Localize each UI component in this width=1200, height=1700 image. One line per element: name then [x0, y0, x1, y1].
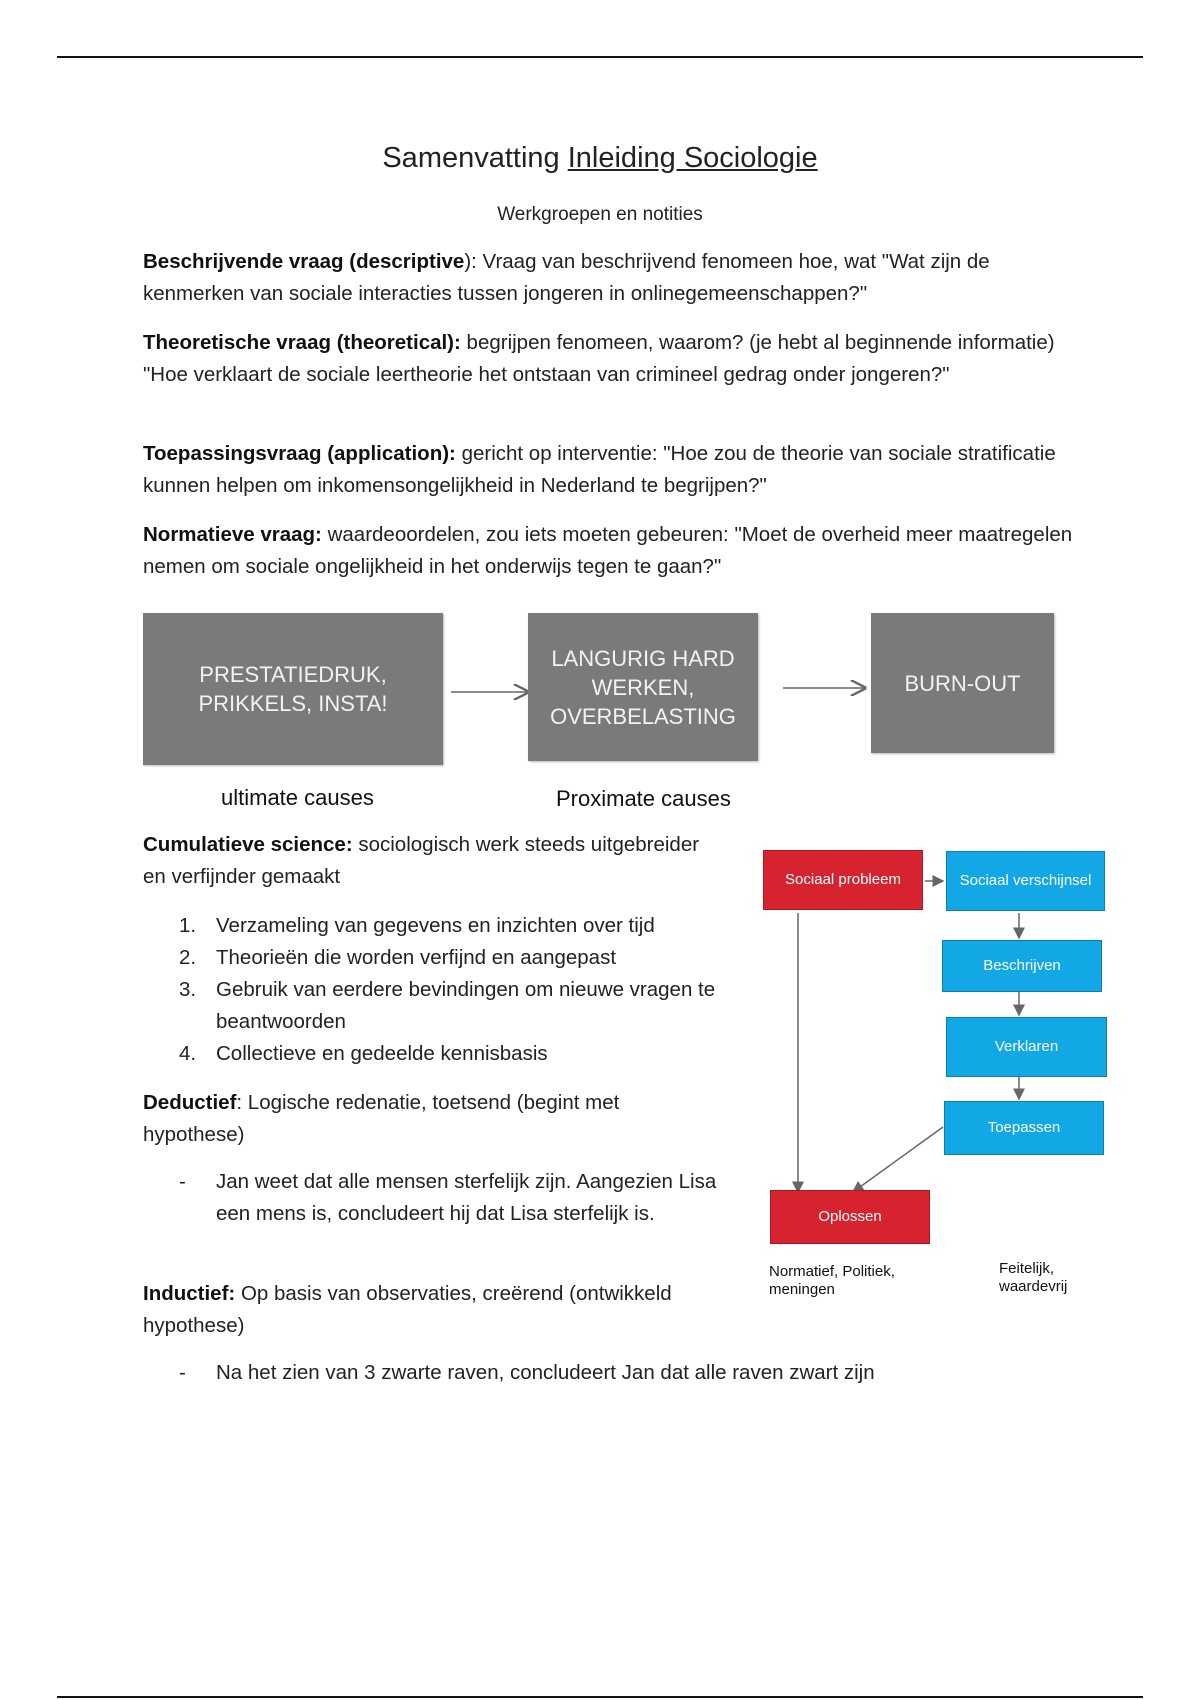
text-normative: waardeoordelen, zou iets moeten gebeuren: "Moet de overheid meer maatregelen nemen om sociale ongelijkheid in het onderwijs tegen te gaan?": [143, 523, 1073, 578]
paragraph-cumulative: [143, 829, 703, 893]
note-normative: Normatief, Politiek, meningen: [769, 1263, 895, 1298]
list-item: 1. Verzameling van gegevens en inzichten over tijd: [179, 914, 655, 937]
term-descriptive: Beschrijvende vraag (descriptive: [143, 250, 465, 273]
box-describe: Beschrijven: [942, 940, 1102, 992]
bottom-rule: [57, 1696, 1143, 1698]
connector-apply-solve: [853, 1127, 943, 1192]
flow-connectors: [760, 845, 1090, 1315]
note-factual: Feitelijk, waardevrij: [999, 1260, 1068, 1295]
inductive-example: - Na het zien van 3 zwarte raven, concludeert Jan dat alle raven zwart zijn: [179, 1361, 875, 1384]
paragraph-normative: [143, 519, 1078, 583]
text-theoretical: begrijpen fenomeen, waarom? (je hebt al beginnende informatie) "Hoe verklaart de sociale leertheorie het ontstaan van crimineel gedrag onder jongeren?": [143, 331, 1055, 386]
term-theoretical: Theoretische vraag (theoretical):: [143, 331, 461, 354]
page-subtitle: Werkgroepen en notities: [497, 204, 703, 225]
text-deductive: : Logische redenatie, toetsend (begint met hypothese): [143, 1091, 620, 1146]
box-social-phenomenon: Sociaal verschijnsel: [946, 851, 1105, 911]
box-apply: Toepassen: [944, 1101, 1104, 1155]
list-item: 3. Gebruik van eerdere bevindingen om nieuwe vragen te beantwoorden: [179, 978, 716, 1033]
paragraph-descriptive: [143, 246, 1078, 310]
causal-diagram: [143, 605, 1058, 820]
top-rule: [57, 56, 1143, 58]
paragraph-application: [143, 438, 1078, 502]
cumulative-list: [143, 910, 743, 1070]
box-explain: Verklaren: [946, 1017, 1107, 1077]
term-inductive: Inductief:: [143, 1282, 236, 1305]
box-ultimate-cause: PRESTATIEDRUK, PRIKKELS, INSTA!: [143, 613, 443, 765]
label-ultimate-causes: ultimate causes: [221, 785, 374, 810]
list-item: 2. Theorieën die worden verfijnd en aangepast: [179, 946, 617, 969]
label-proximate-causes: Proximate causes: [556, 786, 731, 811]
page-title: Samenvatting Inleiding Sociologie: [382, 142, 818, 174]
paragraph-inductive: [143, 1278, 703, 1342]
paragraph-theoretical: [143, 327, 1078, 391]
term-cumulative: Cumulatieve science:: [143, 833, 353, 856]
box-proximate-cause: LANGURIG HARD WERKEN, OVERBELASTING: [528, 613, 758, 761]
box-social-problem: Sociaal probleem: [763, 850, 923, 910]
list-item: 4. Collectieve en gedeelde kennisbasis: [179, 1042, 548, 1065]
text-inductive: Op basis van observaties, creërend (ontwikkeld hypothese): [143, 1282, 672, 1337]
term-application: Toepassingsvraag (application):: [143, 442, 456, 465]
sociology-flow-diagram: [760, 845, 1090, 1315]
term-normative: Normatieve vraag:: [143, 523, 322, 546]
term-deductive: Deductief: [143, 1091, 237, 1114]
title-underlined: Inleiding Sociologie: [567, 142, 818, 174]
deductive-example: - Jan weet dat alle mensen sterfelijk zijn. Aangezien Lisa een mens is, concludeert hij dat Lisa sterfelijk is.: [179, 1170, 717, 1225]
text-cumulative: sociologisch werk steeds uitgebreider en verfijnder gemaakt: [143, 833, 700, 888]
box-solve: Oplossen: [770, 1190, 930, 1244]
box-outcome: BURN-OUT: [871, 613, 1054, 753]
text-descriptive: ): Vraag van beschrijvend fenomeen hoe, wat "Wat zijn de kenmerken van sociale interacties tussen jongeren in onlinegemeenschappen?": [143, 250, 990, 305]
text-application: gericht op interventie: "Hoe zou de theorie van sociale stratificatie kunnen helpen om inkomensongelijkheid in Nederland te begrijpen?": [143, 442, 1056, 497]
paragraph-deductive: [143, 1087, 703, 1151]
